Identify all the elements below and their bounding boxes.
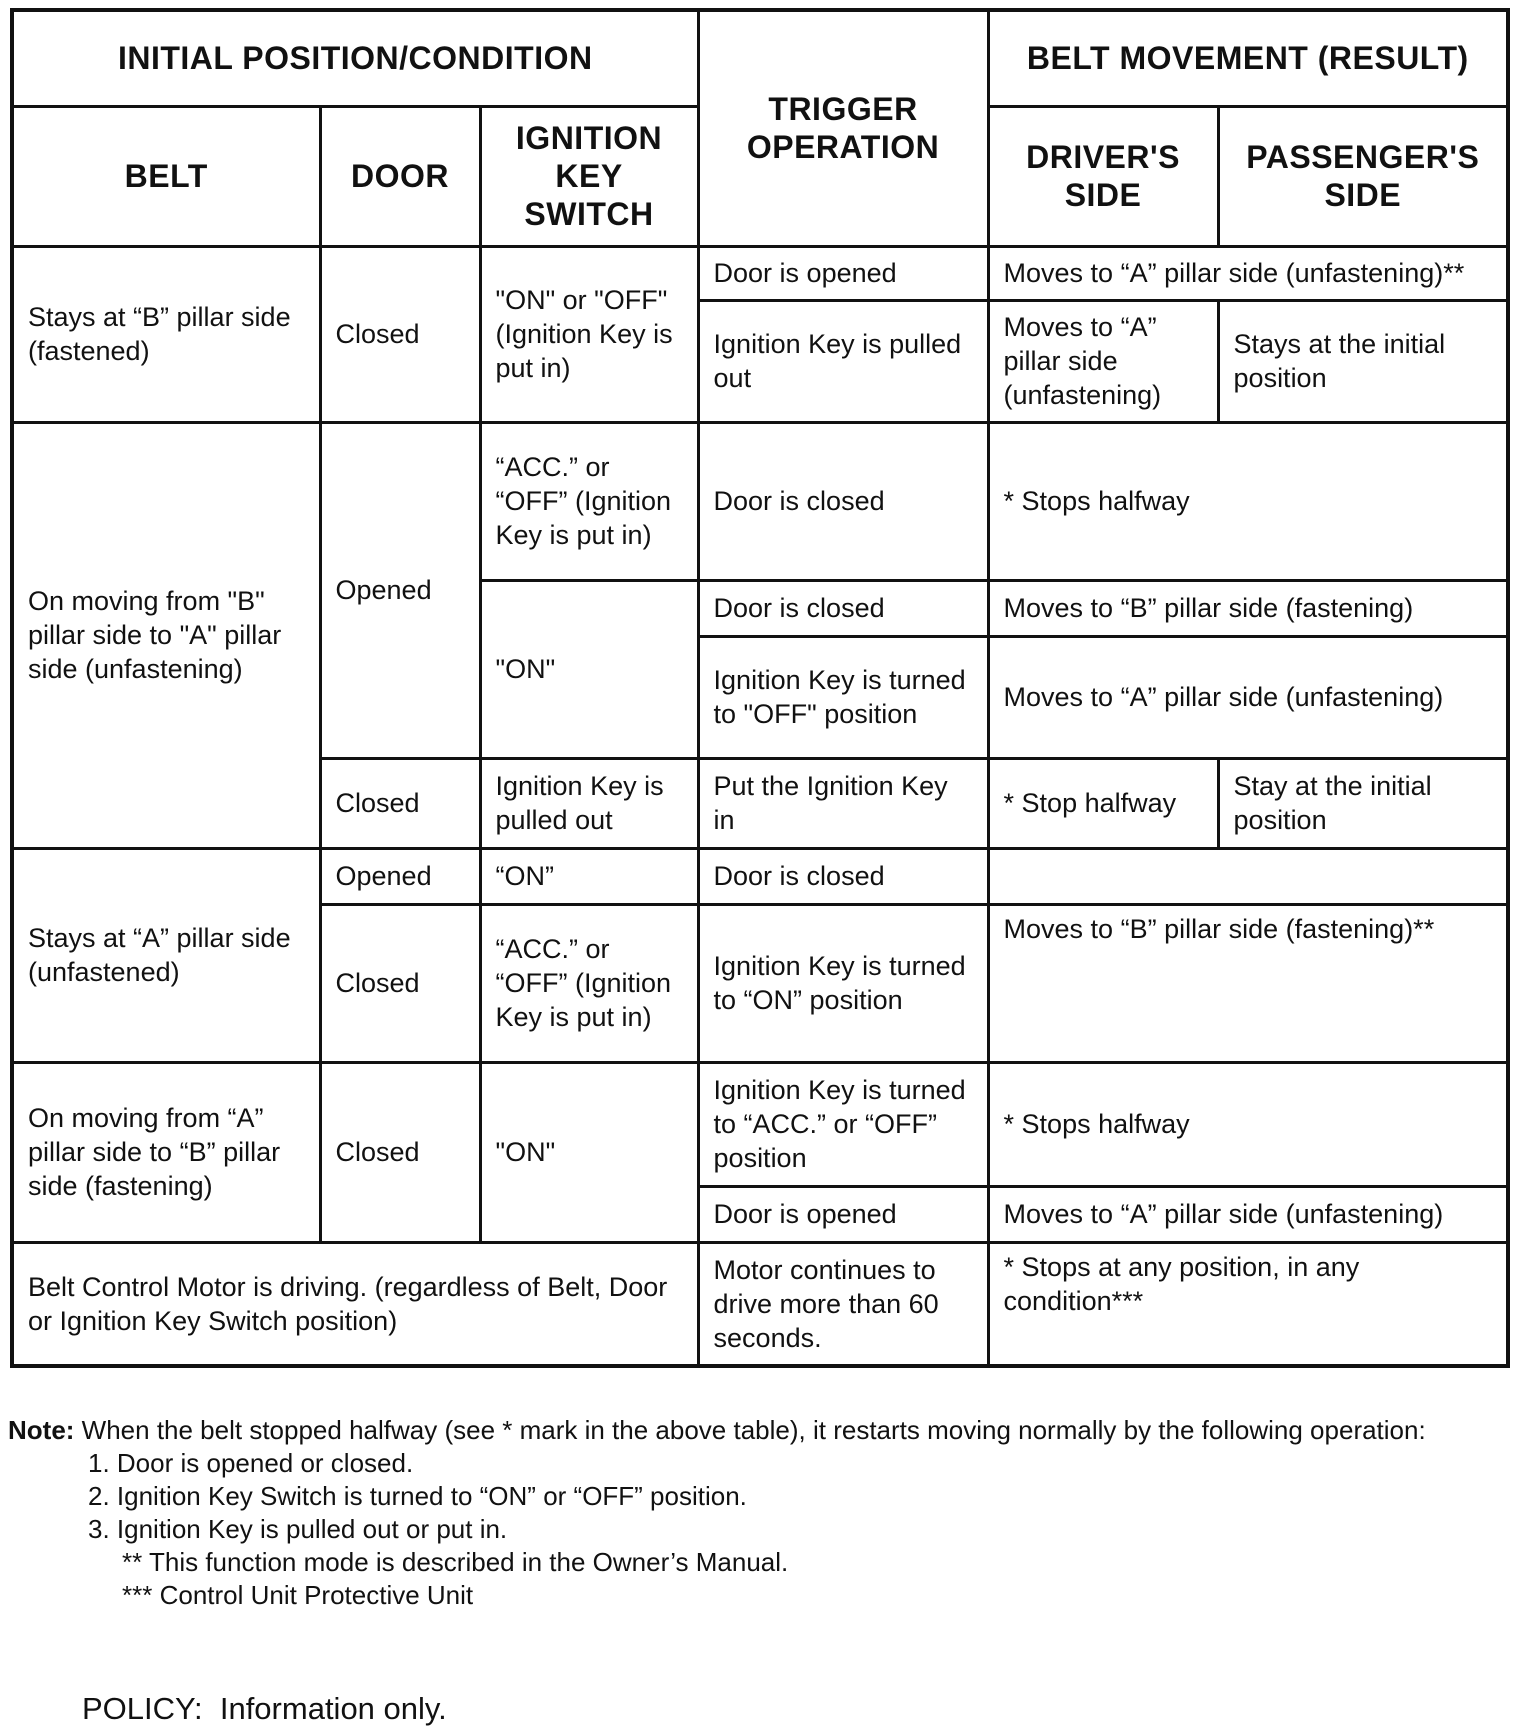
- table-row: [12, 848, 1508, 904]
- header-passengers-side: PASSENGER'S SIDE: [1218, 106, 1508, 246]
- cell-condition: Belt Control Motor is driving. (regardless of Belt, Door or Ignition Key Switch position): [12, 1242, 698, 1366]
- policy-label: POLICY:: [82, 1691, 203, 1726]
- cell-door: Opened: [320, 422, 480, 758]
- belt-movement-table-container: [10, 8, 1506, 1368]
- cell-belt: Stays at “A” pillar side (unfastened): [12, 848, 320, 1062]
- notes-section: [8, 1414, 1513, 1612]
- cell-result: Moves to “B” pillar side (fastening): [988, 580, 1508, 636]
- cell-door: Closed: [320, 246, 480, 422]
- note-step-3: 3. Ignition Key is pulled out or put in.: [88, 1514, 508, 1544]
- cell-door: Closed: [320, 1062, 480, 1242]
- table-row: [12, 1062, 1508, 1186]
- cell-trigger: Ignition Key is turned to “ACC.” or “OFF” position: [698, 1062, 988, 1186]
- note-step-2: 2. Ignition Key Switch is turned to “ON” or “OFF” position.: [88, 1481, 747, 1511]
- header-belt: BELT: [12, 106, 320, 246]
- cell-result: * Stops halfway: [988, 1062, 1508, 1186]
- header-belt-movement: BELT MOVEMENT (RESULT): [988, 10, 1508, 106]
- cell-door: Closed: [320, 904, 480, 1062]
- cell-result-empty: [988, 848, 1508, 904]
- cell-passenger-result: Stay at the initial position: [1218, 758, 1508, 848]
- cell-trigger: Motor continues to drive more than 60 seconds.: [698, 1242, 988, 1366]
- cell-trigger: Put the Ignition Key in: [698, 758, 988, 848]
- cell-passenger-result: Stays at the initial position: [1218, 300, 1508, 422]
- cell-driver-result: * Stop halfway: [988, 758, 1218, 848]
- cell-ignition: "ON": [480, 1062, 698, 1242]
- cell-trigger: Door is closed: [698, 848, 988, 904]
- cell-trigger: Door is closed: [698, 580, 988, 636]
- cell-trigger: Door is opened: [698, 1186, 988, 1242]
- cell-trigger: Ignition Key is turned to “ON” position: [698, 904, 988, 1062]
- cell-result: * Stops at any position, in any condition***: [988, 1242, 1508, 1366]
- cell-trigger: Ignition Key is turned to "OFF" position: [698, 636, 988, 758]
- policy-text: Information only.: [219, 1691, 447, 1726]
- cell-result: Moves to “A” pillar side (unfastening)**: [988, 246, 1508, 300]
- note-step-1: 1. Door is opened or closed.: [88, 1448, 414, 1478]
- cell-ignition: Ignition Key is pulled out: [480, 758, 698, 848]
- cell-trigger: Ignition Key is pulled out: [698, 300, 988, 422]
- header-door: DOOR: [320, 106, 480, 246]
- table-row: [12, 246, 1508, 300]
- cell-result: * Stops halfway: [988, 422, 1508, 580]
- header-drivers-side: DRIVER'S SIDE: [988, 106, 1218, 246]
- cell-door: Closed: [320, 758, 480, 848]
- cell-ignition: "ON": [480, 580, 698, 758]
- cell-ignition: "ON" or "OFF" (Ignition Key is put in): [480, 246, 698, 422]
- cell-trigger: Door is closed: [698, 422, 988, 580]
- note-steps: [8, 1447, 1513, 1546]
- cell-result: Moves to “A” pillar side (unfastening): [988, 1186, 1508, 1242]
- cell-driver-result: Moves to “A” pillar side (unfastening): [988, 300, 1218, 422]
- cell-belt: On moving from “A” pillar side to “B” pillar side (fastening): [12, 1062, 320, 1242]
- note-label: Note:: [8, 1415, 75, 1445]
- note-line: [8, 1414, 1513, 1447]
- belt-movement-table: [10, 8, 1510, 1368]
- cell-door: Opened: [320, 848, 480, 904]
- footnote-triple-asterisk: *** Control Unit Protective Unit: [122, 1580, 474, 1610]
- header-initial-position: INITIAL POSITION/CONDITION: [12, 10, 698, 106]
- cell-ignition: “ACC.” or “OFF” (Ignition Key is put in): [480, 422, 698, 580]
- note-text: When the belt stopped halfway (see * mark in the above table), it restarts moving normally by the following operation:: [81, 1415, 1426, 1445]
- cell-belt: On moving from "B" pillar side to "A" pillar side (unfastening): [12, 422, 320, 848]
- table-row: [12, 1242, 1508, 1366]
- cell-trigger: Door is opened: [698, 246, 988, 300]
- cell-ignition: “ACC.” or “OFF” (Ignition Key is put in): [480, 904, 698, 1062]
- policy-line: [82, 1691, 447, 1727]
- header-ignition-key-switch: IGNITION KEY SWITCH: [480, 106, 698, 246]
- header-trigger-operation: TRIGGER OPERATION: [698, 10, 988, 246]
- table-row: [12, 422, 1508, 580]
- cell-belt: Stays at “B” pillar side (fastened): [12, 246, 320, 422]
- cell-result: Moves to “A” pillar side (unfastening): [988, 636, 1508, 758]
- footnote-double-asterisk: ** This function mode is described in the Owner’s Manual.: [122, 1547, 789, 1577]
- cell-ignition: “ON”: [480, 848, 698, 904]
- cell-result: Moves to “B” pillar side (fastening)**: [988, 904, 1508, 1062]
